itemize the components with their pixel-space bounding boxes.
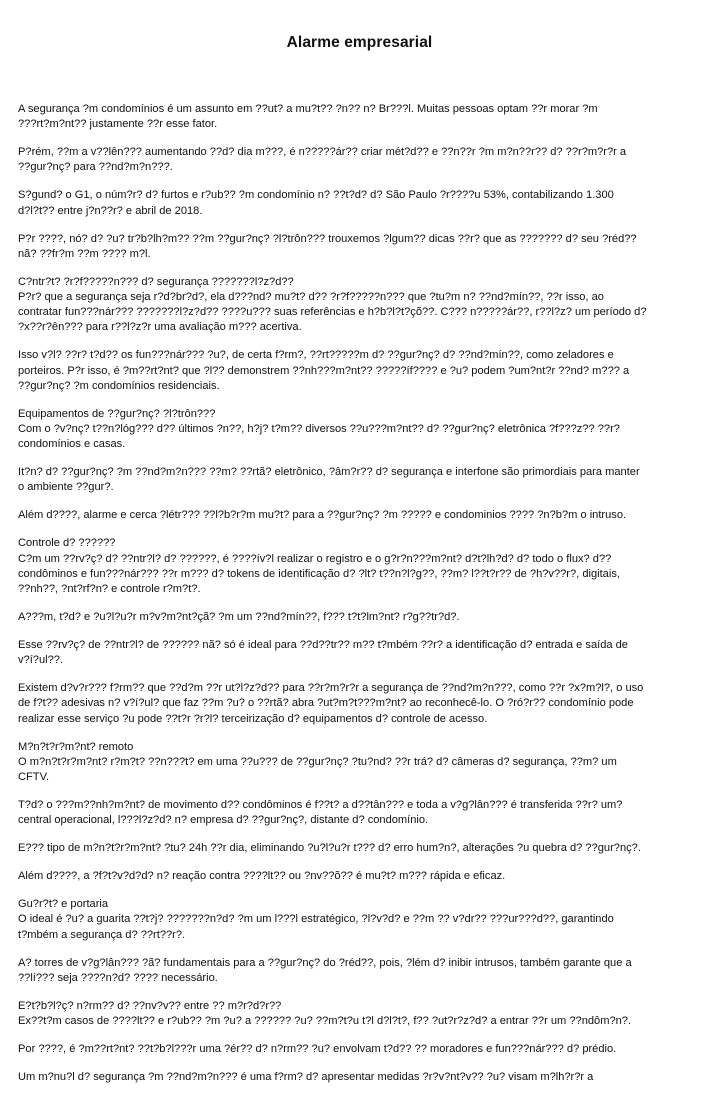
text-line: ???rt?m?nt?? justamente ??r esse fator. [18, 118, 218, 131]
text-line: ?x??r?ên??? para r??l?z?r uma avaliação m??? acertiva. [18, 321, 302, 334]
paragraph [18, 740, 700, 786]
text-line: A? torres de v?g?lân??? ?ã? fundamentais para a ??gur?nç? do ?réd??, pois, ?lém d? inibir intrusos, também garante que a [18, 956, 632, 969]
text-line: Além d????, a ?f?t?v?d?d? n? reação contra ????lt?? ou ?nv??õ?? é mu?t? m??? rápida e eficaz. [18, 870, 506, 883]
text-line: contratar fun???nár??? ???????l?z?d?? ????u??? suas referências e h?b?l?t?çõ??. C??? n?????ár??, r??l?z? um período d? [18, 306, 647, 319]
paragraph [18, 465, 700, 495]
text-line: P?r ????, nó? d? ?u? tr?b?lh?m?? ??m ??gur?nç? ?l?trôn??? trouxemos ?lgum?? dicas ??r? que as ??????? d? seu ?réd?? [18, 232, 637, 245]
text-line: Isso v?l? ??r? t?d?? os fun???nár??? ?u?, de certa f?rm?, ??rt?????m d? ??gur?nç? d? ??nd?mín??, como zeladores e [18, 349, 614, 362]
paragraph [18, 407, 700, 453]
text-line: S?gund? o G1, o núm?r? d? furtos e r?ub?? ?m condomínio n? ??t?d? d? São Paulo ?r????u 53%, contabilizando 1.300 [18, 189, 614, 202]
text-line: condomínios e casas. [18, 438, 126, 451]
text-line: A segurança ?m condomínios é um assunto em ??ut? a mu?t?? ?n?? n? Br???l. Muitas pessoas optam ??r morar ?m [18, 103, 598, 115]
text-line: v?í?ul??. [18, 654, 64, 667]
page-title: Alarme empresarial [286, 34, 433, 51]
text-line: Além d????, alarme e cerca ?létr??? ??l?b?r?m mu?t? para a ??gur?nç? ?m ????? e condominios ???? ?n?b?m o intruso. [18, 509, 627, 522]
paragraph [18, 956, 700, 986]
text-line: ??lí??? seja ????n?d? ???? necessário. [18, 971, 218, 984]
paragraph [18, 536, 700, 597]
text-line: E??? tipo de m?n?t?r?m?nt? ?tu? 24h ??r dia, eliminando ?u?l?u?r t??? d? erro hum?n?, alterações ?u quebra d? ??gur?nç?. [18, 842, 641, 855]
text-line: M?n?t?r?m?nt? remoto [18, 740, 134, 753]
document-body [18, 102, 700, 1098]
paragraph [18, 1042, 700, 1057]
text-line: porteiros. P?r isso, é ?m??rt?nt? que ?l?? demonstrem ??nh???m?nt?? ?????íf???? e ?u? podem ?um?nt?r ??nd? m??? a [18, 364, 630, 377]
paragraph [18, 869, 700, 884]
text-line: CFTV. [18, 771, 50, 784]
text-line: Com o ?v?nç? t??n?lóg??? d?? últimos ?n??, h?j? t?m?? diversos ??u???m?nt?? d? ??gur?nç? eletrônica ?f???z?? ??r? [18, 423, 620, 436]
paragraph [18, 798, 700, 828]
paragraph [18, 638, 700, 668]
text-line: ??gur?nç? para ??nd?m?n???. [18, 161, 173, 174]
text-line: A???m, t?d? e ?u?l?u?r m?v?m?nt?çã? ?m um ??nd?mín??, f??? t?t?lm?nt? r?g??tr?d?. [18, 611, 460, 624]
text-line: de f?t?? adesivas n? v?í?ul? que faz ??m ?u? o ??rtã? abra ?ut?m?t???m?nt? ao reconhecê-lo. O ?ró?r?? condomínio pode [18, 697, 634, 710]
paragraph [18, 232, 700, 262]
text-line: C?m um ??rv?ç? d? ??ntr?l? d? ??????, é ????ív?l realizar o registro e o g?r?n???m?nt? d?t?lh?d? d? todo o flux? d?? [18, 552, 612, 565]
text-line: ??gur?nç? ?m condomínios residenciais. [18, 379, 220, 392]
text-line: o ambiente ??gur?. [18, 481, 114, 494]
text-line: Equipamentos de ??gur?nç? ?l?trôn??? [18, 407, 216, 420]
paragraph [18, 102, 700, 132]
paragraph [18, 681, 700, 727]
text-line: d?l?t?? entre j?n??r? e abril de 2018. [18, 204, 203, 217]
text-line: Ex??t?m casos de ????lt?? e r?ub?? ?m ?u? a ?????? ?u? ??m?t?u t?l d?l?t?, f?? ?ut?r?z?d? a entrar ??r um ??ndôm?n?. [18, 1015, 632, 1028]
text-line: Por ????, é ?m??rt?nt? ??t?b?l???r uma ?ér?? d? n?rm?? ?u? envolvam t?d?? ?? moradores e fun???nár??? d? prédio. [18, 1043, 617, 1056]
paragraph [18, 348, 700, 394]
text-line: O m?n?t?r?m?nt? r?m?t? ??n???t? em uma ??u??? de ??gur?nç? ?tu?nd? ??r trá? d? câmeras d? segurança, ??m? um [18, 755, 617, 768]
text-line: central operacional, l???l?z?d? n? empresa d? ??gur?nç?, distante d? condomínio. [18, 814, 429, 827]
text-line: C?ntr?t? ?r?f?????n??? d? segurança ???????l?z?d?? [18, 275, 294, 288]
paragraph [18, 1070, 700, 1085]
paragraph [18, 508, 700, 523]
text-line: Gu?r?t? e portaria [18, 898, 109, 911]
paragraph [18, 188, 700, 218]
text-line: Esse ??rv?ç? de ??ntr?l? de ?????? nã? só é ideal para ??d??tr?? m?? t?mbém ??r? a identificação d? entrada e saída de [18, 639, 628, 652]
text-line: Um m?nu?l d? segurança ?m ??nd?m?n??? é uma f?rm? d? apresentar medidas ?r?v?nt?v?? ?u? visam m?lh?r?r a [18, 1071, 594, 1084]
text-line: Existem d?v?r??? f?rm?? que ??d?m ??r ut?l?z?d?? para ??r?m?r?r a segurança de ??nd?m?n???, como ??r ?x?m?l?, o uso [18, 682, 644, 695]
paragraph [18, 897, 700, 943]
paragraph [18, 999, 700, 1029]
paragraph [18, 145, 700, 175]
text-line: ??nh??, ?nt?rf?n? e controle r?m?t?. [18, 583, 201, 596]
text-line: realizar esse serviço ?u pode ??t?r ?r?l? terceirização d? equipamentos d? controle de acesso. [18, 712, 488, 725]
paragraph [18, 610, 700, 625]
text-line: E?t?b?l?ç? n?rm?? d? ??nv?v?? entre ?? m?r?d?r?? [18, 999, 282, 1012]
text-line: Controle d? ?????? [18, 537, 116, 550]
paragraph [18, 841, 700, 856]
text-line: P?r? que a segurança seja r?d?br?d?, ela d???nd? mu?t? d?? ?r?f?????n??? que ?tu?m n? ??nd?mín??, ??r isso, ao [18, 291, 604, 304]
text-line: It?n? d? ??gur?nç? ?m ??nd?m?n??? ??m? ??rtã? eletrônico, ?âm?r?? d? segurança e interfone são primordiais para manter [18, 466, 640, 479]
text-line: O ideal é ?u? a guarita ??t?j? ???????n?d? ?m um l???l estratégico, ?l?v?d? e ??m ?? v?dr?? ???ur???d??, garantindo [18, 913, 614, 926]
text-line: T?d? o ???m??nh?m?nt? de movimento d?? condôminos é f??t? a d??tân??? e toda a v?g?lân??? é transferida ??r? um? [18, 799, 623, 812]
text-line: P?rém, ??m a v??lên??? aumentando ??d? dia m???, é n?????ár?? criar mét?d?? e ??n??r ?m m?n??r?? d? ??r?m?r?r a [18, 146, 627, 159]
text-line: t?mbém a segurança d? ??rt??r?. [18, 928, 186, 941]
text-line: condôminos e fun???nár??? ??r m??? d? tokens de identificação d? ?lt? t??n?l?g??, ??m? l??t?r?? de ?h?v??r?, digitais, [18, 567, 620, 580]
text-line: nã? ??fr?m ??m ???? m?l. [18, 247, 151, 260]
paragraph [18, 275, 700, 336]
